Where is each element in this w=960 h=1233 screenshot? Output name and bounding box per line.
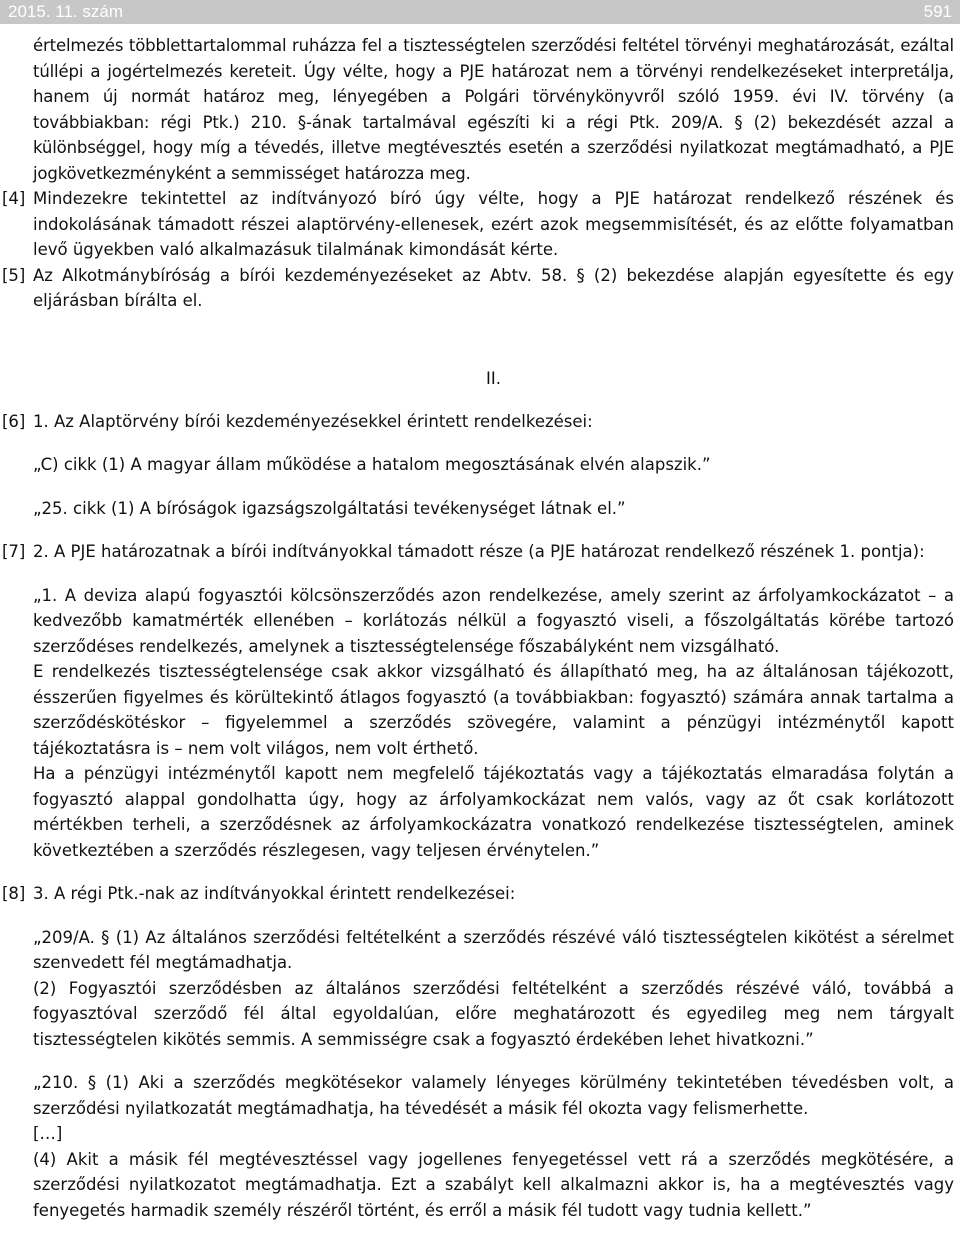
pje-quote-part-3: Ha a pénzügyi intézménytől kapott nem megfelelő tájékoztatás vagy a tájékoztatás elmaradása folytán a fogyasztó alappal gondolhatta úgy, hogy az árfolyamkockázat nem valós, vagy az őt csak korlátozott mértékben terheli, a szerződésnek az árfolyamkockázatra vonatkozó rendelkezése tisztességtelen, aminek következtében a szerződés részlegesen, vagy teljesen érvénytelen.” xyxy=(33,764,954,860)
paragraph-text: Az Alkotmánybíróság a bírói kezdeményezéseket az Abtv. 58. § (2) bekezdése alapján egyesítette és egy eljárásban bírálta el. xyxy=(33,265,954,310)
paragraph-text: 3. A régi Ptk.-nak az indítványokkal érintett rendelkezései: xyxy=(33,884,516,903)
paragraph-text: 1. Az Alaptörvény bírói kezdeményezésekkel érintett rendelkezései: xyxy=(33,411,593,431)
section-heading: II. xyxy=(486,368,501,388)
paragraph-number: [7] xyxy=(2,542,26,561)
page-header xyxy=(0,0,960,24)
paragraph-text: Mindezekre tekintettel az indítványozó bíró úgy vélte, hogy a PJE határozat rendelkező részének és indokolásának támadott részei alaptörvény-ellenesek, ezért azok megsemmisítését, és az előtte folyamatban levő ügyekben való alkalmazásuk tilalmának kimondását kérte. xyxy=(33,189,954,259)
intro-paragraph: értelmezés többlettartalommal ruházza fel a tisztességtelen szerződési feltétel törvényi meghatározását, ezáltal túllépi a jogértelmezés kereteit. Úgy vélte, hogy a PJE határozat nem a törvényi rendelkezéseket interpretálja, hanem új normát határoz meg, lényegében a Polgári törvénykönyvről szóló 1959. évi IV. törvény (a továbbiakban: régi Ptk.) 210. §-ának tartalmával egészíti ki a régi Ptk. 209/A. § (2) bekezdését azzal a különbséggel, hogy míg a tévedés, illetve megtévesztés esetén a szerződési nyilatkozat megtámadható, a PJE jogkövetkezményként a semmisséget határozza meg. xyxy=(33,36,954,183)
document-body xyxy=(0,33,960,1223)
page-number: 591 xyxy=(923,2,952,21)
quote-article-25: „25. cikk (1) A bíróságok igazságszolgáltatási tevékenységet látnak el.” xyxy=(33,498,626,518)
ptk-209a-quote-2: (2) Fogyasztói szerződésben az általános szerződési feltételként a szerződés részévé váló, továbbá a fogyasztóval szerződő fél által egyoldalúan, előre meghatározott és egyedileg meg nem tárgyalt tisztességtelen kikötés semmis. A semmisségre csak a fogyasztó érdekében lehet hivatkozni.” xyxy=(33,978,954,1049)
paragraph-6 xyxy=(0,409,960,435)
paragraph-5 xyxy=(0,263,960,314)
quote-c-article: „C) cikk (1) A magyar állam működése a hatalom megosztásának elvén alapszik.” xyxy=(33,455,711,474)
ptk-210-quote-4: (4) Akit a másik fél megtévesztéssel vagy jogellenes fenyegetéssel vett rá a szerződés megkötésére, a szerződési nyilatkozatot megtámadhatja. Ezt a szabályt kell alkalmazni akkor is, ha a megtévesztés vagy fenyegetés harmadik személy részéről történt, és erről a másik fél tudott vagy tudnia kellett.” xyxy=(33,1149,954,1220)
paragraph-number: [6] xyxy=(2,411,26,431)
ptk-210-quote-1: „210. § (1) Aki a szerződés megkötésekor valamely lényeges körülmény tekintetében tévedésben volt, a szerződési nyilatkozatát megtámadhatja, ha tévedését a másik fél okozta vagy felismerhette. xyxy=(33,1073,954,1118)
paragraph-7 xyxy=(0,539,960,565)
paragraph-number: [8] xyxy=(2,884,26,903)
paragraph-text: 2. A PJE határozatnak a bírói indítványokkal támadott része (a PJE határozat rendelkező részének 1. pontja): xyxy=(33,542,925,561)
pje-quote-part-2: E rendelkezés tisztességtelensége csak akkor vizsgálható és állapítható meg, ha az általánosan tájékozott, ésszerűen figyelmes és körültekintő átlagos fogyasztó (a továbbiakban: fogyasztó) számára annak tartalma a szerződéskötéskor – figyelemmel a szerződés szövegére, valamint a pénzügyi intézménytől kapott tájékoztatásra is – nem volt világos, nem volt érthető. xyxy=(33,662,954,758)
ptk-210-ellipsis: […] xyxy=(33,1124,63,1143)
paragraph-number: [5] xyxy=(2,265,26,285)
ptk-209a-quote-1: „209/A. § (1) Az általános szerződési feltételként a szerződés részévé váló tisztességtelen kikötést a sérelmet szenvedett fél megtámadhatja. xyxy=(33,927,954,972)
paragraph-number: [4] xyxy=(2,189,26,208)
paragraph-8 xyxy=(0,881,960,907)
pje-quote-part-1: „1. A deviza alapú fogyasztói kölcsönszerződés azon rendelkezése, amely szerint az árfolyamkockázatot – a kedvezőbb kamatmérték ellenében – korlátozás nélkül a fogyasztó viseli, a főszolgáltatás körébe tartozó szerződéses rendelkezés, amelynek a tisztességtelensége főszabályként nem vizsgálható. xyxy=(33,585,954,656)
paragraph-4 xyxy=(0,186,960,263)
issue-label: 2015. 11. szám xyxy=(8,2,123,21)
